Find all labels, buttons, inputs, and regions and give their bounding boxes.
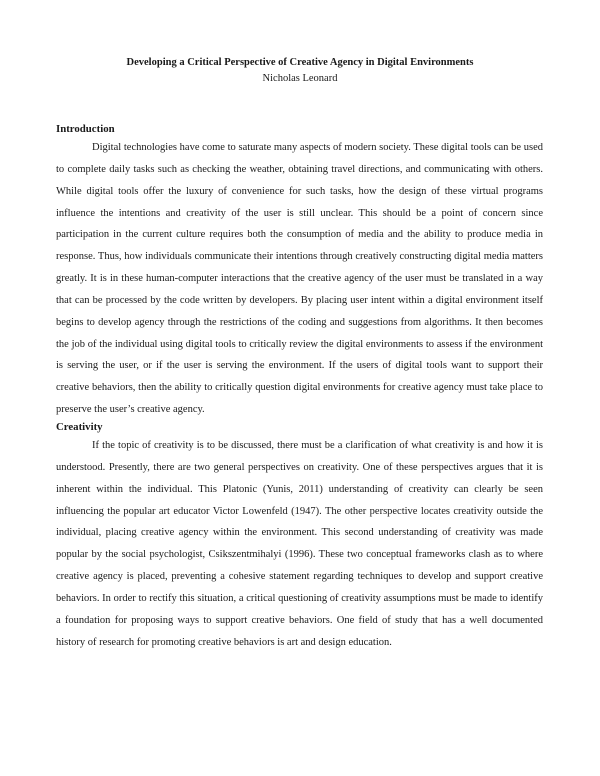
section-paragraph: If the topic of creativity is to be discussed, there must be a clarification of what creativity is and how it is understood. Presently, there are two general perspectives on creativity. One of these perspectives argues that it is inherent within the individual. This Platonic (Yunis, 2011) understanding of creativity can clearly be seen influencing the popular art educator Victor Lowenfeld (1947). The other perspective locates creativity outside the individual, placing creative agency within the environment. This second understanding of creativity was made popular by the social psychologist, Csikszentmihalyi (1996). These two conceptual frameworks clash as to where creative agency is placed, preventing a cohesive statement regarding techniques to develop and support creative behaviors. In order to rectify this situation, a critical questioning of creativity assumptions must be made to identify a foundation for proposing ways to support creative behaviors. One field of study that has a well documented history of research for promoting creative behaviors is art and design education.: [56, 439, 543, 648]
paper-body: [56, 122, 543, 653]
title-block: [0, 56, 600, 86]
section-creativity: [56, 420, 543, 653]
section-heading: Creativity: [56, 420, 103, 433]
section-introduction: [56, 122, 543, 421]
section-heading: Introduction: [56, 123, 115, 135]
paper-title: Developing a Critical Perspective of Creative Agency in Digital Environments: [126, 57, 474, 68]
section-paragraph: Digital technologies have come to saturate many aspects of modern society. These digital tools can be used to complete daily tasks such as checking the weather, obtaining travel directions, and communicating with others. While digital tools offer the luxury of convenience for such tasks, how the design of these virtual programs influence the intentions and creativity of the user is still unclear. This should be a point of concern since participation in the current culture requires both the consumption of media and the ability to produce media in response. Thus, how individuals communicate their intentions through creatively constructing digital media matters greatly. It is in these human-computer interactions that the creative agency of the user must be translated in a way that can be processed by the code written by developers. By placing user intent within a digital environment itself begins to develop agency through the restrictions of the coding and suggestions from algorithms. It then becomes the job of the individual using digital tools to critically review the digital environments to assess if the environment is serving the user, or if the user is serving the environment. If the users of digital tools want to support their creative behaviors, then the ability to critically question digital environments for creative agency must take place to preserve the user’s creative agency.: [56, 142, 543, 416]
paper-author: Nicholas Leonard: [262, 73, 338, 84]
